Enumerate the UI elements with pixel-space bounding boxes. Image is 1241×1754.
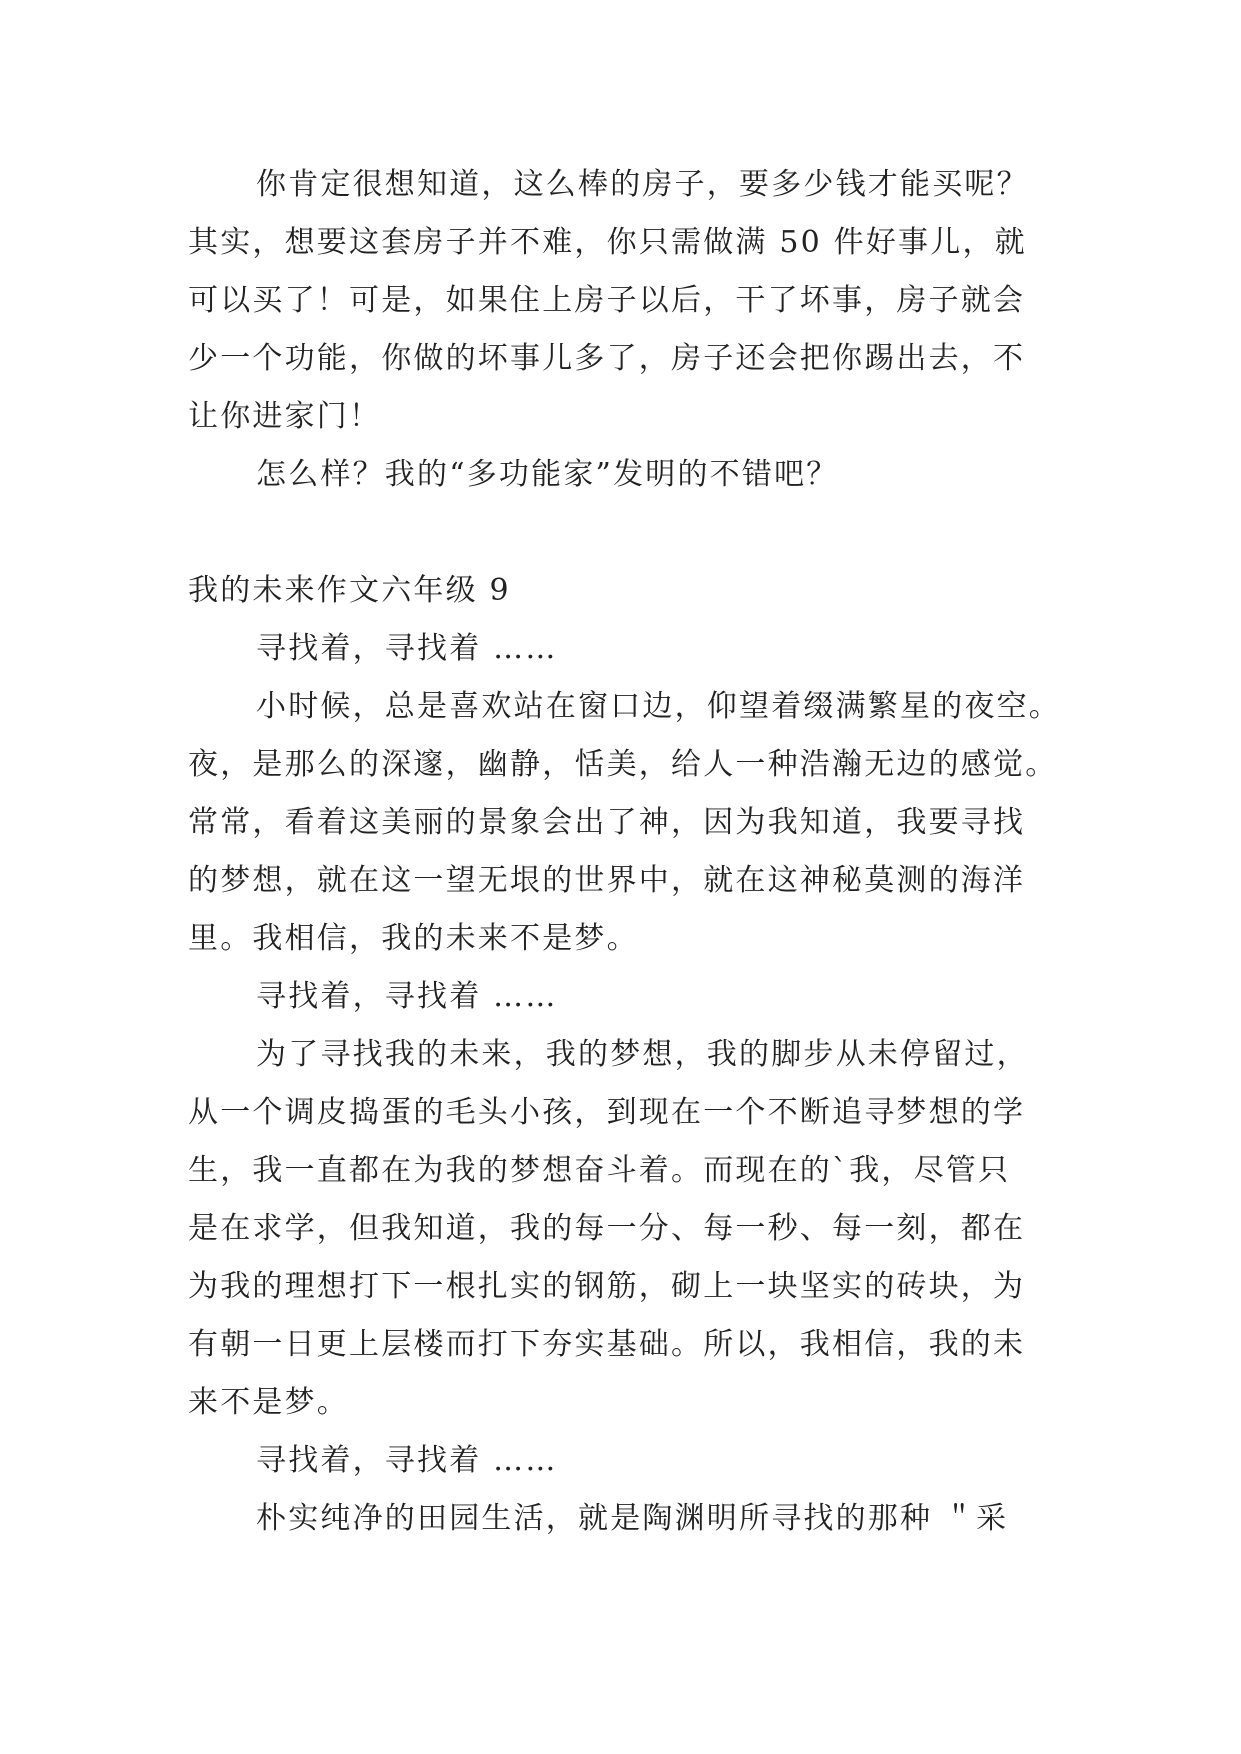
paragraph-line: 让你进家门！ xyxy=(188,399,382,434)
paragraph-line: 其实，想要这套房子并不难，你只需做满 50 件好事儿，就 xyxy=(188,225,1027,260)
paragraph-line: 少一个功能，你做的坏事儿多了，房子还会把你踢出去，不 xyxy=(188,341,1026,376)
paragraph-line: 寻找着，寻找着 …… xyxy=(256,631,558,666)
paragraph-line: 常常，看着这美丽的景象会出了神，因为我知道，我要寻找 xyxy=(188,805,1026,840)
paragraph-line: 你肯定很想知道，这么棒的房子，要多少钱才能买呢？ xyxy=(256,167,1029,202)
paragraph-line: 从一个调皮捣蛋的毛头小孩，到现在一个不断追寻梦想的学 xyxy=(188,1095,1026,1130)
section-heading: 我的未来作文六年级 9 xyxy=(188,573,511,608)
paragraph-line: 是在求学，但我知道，我的每一分、每一秒、每一刻，都在 xyxy=(188,1211,1026,1246)
paragraph-line: 小时候，总是喜欢站在窗口边，仰望着缀满繁星的夜空。 xyxy=(256,689,1061,724)
paragraph-line: 寻找着，寻找着 …… xyxy=(256,1443,558,1478)
paragraph-line: 为了寻找我的未来，我的梦想，我的脚步从未停留过， xyxy=(256,1037,1029,1072)
paragraph-line: 来不是梦。 xyxy=(188,1385,349,1420)
paragraph-line: 怎么样？我的“多功能家”发明的不错吧？ xyxy=(256,457,839,492)
paragraph-line: 有朝一日更上层楼而打下夯实基础。所以，我相信，我的未 xyxy=(188,1327,1026,1362)
paragraph-line: 的梦想，就在这一望无垠的世界中，就在这神秘莫测的海洋 xyxy=(188,863,1026,898)
paragraph-line: 可以买了！可是，如果住上房子以后，干了坏事，房子就会 xyxy=(188,283,1026,318)
paragraph-line: 朴实纯净的田园生活，就是陶渊明所寻找的那种 ＂采 xyxy=(256,1501,1009,1536)
paragraph-line: 夜，是那么的深邃，幽静，恬美，给人一种浩瀚无边的感觉。 xyxy=(188,747,1058,782)
paragraph-line: 生，我一直都在为我的梦想奋斗着。而现在的`我，尽管只 xyxy=(188,1153,1011,1188)
paragraph-line: 为我的理想打下一根扎实的钢筋，砌上一块坚实的砖块，为 xyxy=(188,1269,1026,1304)
paragraph-line: 寻找着，寻找着 …… xyxy=(256,979,558,1014)
paragraph-line: 里。我相信，我的未来不是梦。 xyxy=(188,921,639,956)
